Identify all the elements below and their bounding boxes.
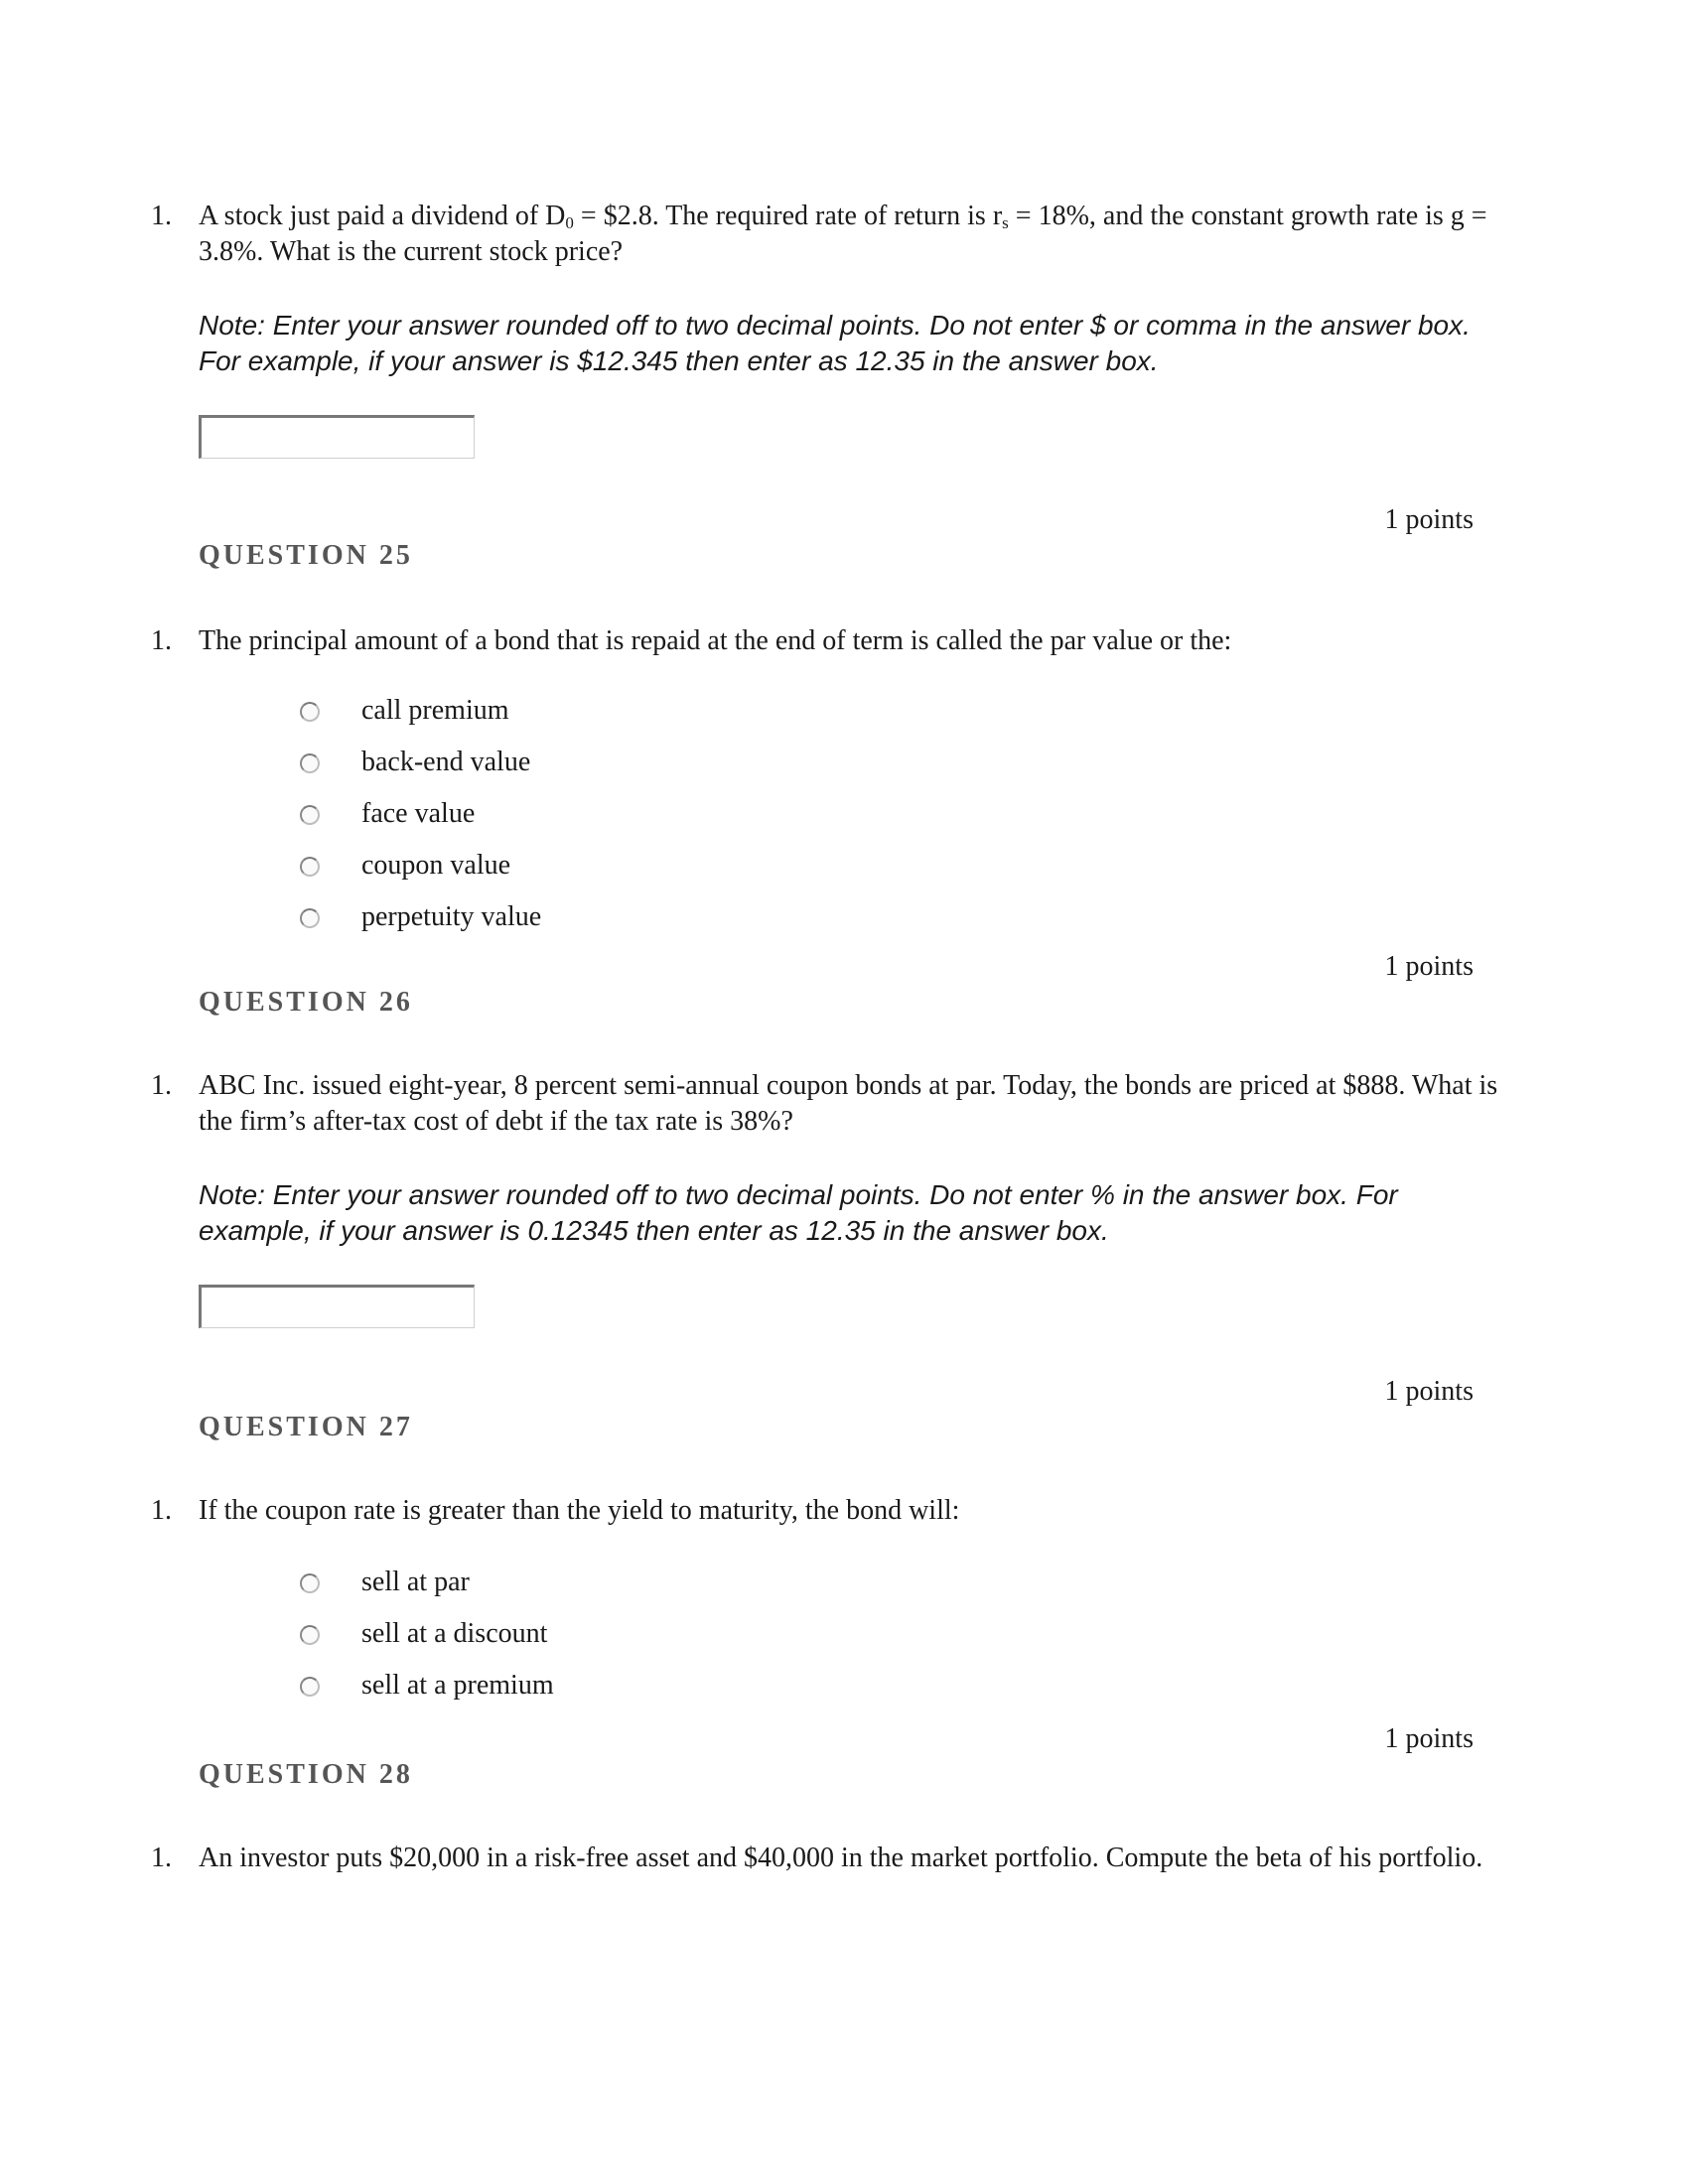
points-label: 1 points (1384, 951, 1474, 982)
question-text: The principal amount of a bond that is repaid at the end of term is called the par value or the: (199, 625, 1232, 656)
question-heading: QUESTION 26 (199, 987, 413, 1018)
question-text: A stock just paid a dividend of $D_0$ = $2.8. The required rate of return is $r_s = 18\%$, and the constant growth rate is g = 3.8%. What is the current stock price? (199, 201, 1487, 267)
question-number: 1. (151, 1843, 172, 1873)
option-label: sell at a premium (361, 1670, 554, 1701)
question-heading: QUESTION 27 (199, 1412, 413, 1442)
radio-button[interactable] (300, 753, 320, 773)
option-label: sell at a discount (361, 1618, 548, 1649)
points-label: 1 points (1384, 1723, 1474, 1754)
question-text: If the coupon rate is greater than the yield to maturity, the bond will: (199, 1495, 960, 1526)
question-number: 1. (151, 625, 172, 656)
question-text: An investor puts $20,000 in a risk-free asset and $40,000 in the market portfolio. Compute the beta of his portfolio. (199, 1843, 1483, 1873)
question-heading: QUESTION 28 (199, 1759, 413, 1790)
option-label: coupon value (361, 850, 511, 881)
question-number: 1. (151, 1070, 172, 1101)
question-heading: QUESTION 25 (199, 540, 413, 571)
radio-button[interactable] (300, 908, 320, 928)
answer-input[interactable] (199, 415, 475, 459)
points-label: 1 points (1384, 1376, 1474, 1407)
points-label: 1 points (1384, 504, 1474, 535)
radio-button[interactable] (300, 857, 320, 877)
option-label: perpetuity value (361, 901, 542, 932)
question-number: 1. (151, 1495, 172, 1526)
radio-button[interactable] (300, 805, 320, 825)
radio-button[interactable] (300, 702, 320, 722)
option-label: back-end value (361, 747, 531, 777)
option-label: face value (361, 798, 476, 829)
option-label: call premium (361, 695, 509, 726)
radio-button[interactable] (300, 1677, 320, 1697)
radio-button[interactable] (300, 1625, 320, 1645)
question-text: ABC Inc. issued eight-year, 8 percent semi-annual coupon bonds at par. Today, the bonds are priced at $888. What is the firm’s after-tax cost of debt if the tax rate is 38%? (199, 1070, 1498, 1137)
answer-input[interactable] (199, 1285, 475, 1328)
answer-note: Note: Enter your answer rounded off to two decimal points. Do not enter % in the answer box. For example, if your answer is 0.12345 then enter as 12.35 in the answer box. (199, 1179, 1398, 1246)
question-number: 1. (151, 201, 172, 231)
answer-note: Note: Enter your answer rounded off to two decimal points. Do not enter $ or comma in the answer box. For example, if your answer is $12.345 then enter as 12.35 in the answer box. (199, 310, 1471, 376)
option-label: sell at par (361, 1567, 470, 1597)
radio-button[interactable] (300, 1573, 320, 1593)
